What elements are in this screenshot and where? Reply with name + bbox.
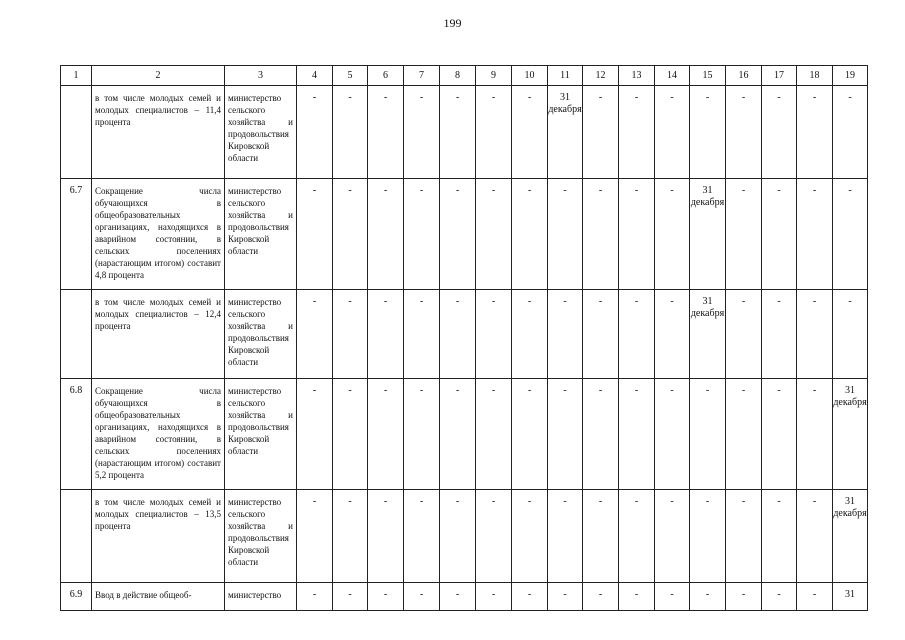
value-cell: - [404, 179, 440, 290]
value-cell: - [404, 86, 440, 179]
value-cell: - [440, 290, 476, 379]
header-row [61, 66, 868, 86]
value-cell: - [583, 379, 619, 490]
value-cell: - [655, 583, 690, 611]
value-cell: 31 декабря [833, 379, 868, 490]
value-cell: - [440, 583, 476, 611]
value-cell: - [583, 86, 619, 179]
value-cell: - [797, 179, 833, 290]
value-cell: - [333, 583, 368, 611]
indicator-text: Сокращение числа обучающихся в общеобразовательных организациях, находящихся в аварийном состоянии, в сельских поселениях (нарастающим итогом) составит 4,8 процента [92, 179, 225, 290]
value-cell: - [726, 290, 762, 379]
header-cell: 5 [333, 66, 368, 86]
value-cell: 31 декабря [548, 86, 583, 179]
table-row [61, 290, 868, 379]
value-cell: - [512, 379, 548, 490]
value-cell: - [797, 290, 833, 379]
value-cell: - [619, 379, 655, 490]
value-cell: - [548, 583, 583, 611]
value-cell: - [797, 583, 833, 611]
item-number: 6.7 [61, 179, 92, 290]
value-cell: - [726, 179, 762, 290]
executor-text: министерство [225, 583, 297, 611]
value-cell: - [690, 583, 726, 611]
header-cell: 6 [368, 66, 404, 86]
executor-text: министерство сельского хозяйства и продовольствия Кировской области [225, 86, 297, 179]
header-cell: 1 [61, 66, 92, 86]
header-cell: 3 [225, 66, 297, 86]
value-cell: - [726, 86, 762, 179]
value-cell: 31 декабря [833, 490, 868, 583]
header-cell: 12 [583, 66, 619, 86]
value-cell: - [762, 490, 797, 583]
value-cell: - [333, 179, 368, 290]
header-cell: 15 [690, 66, 726, 86]
value-cell: - [368, 583, 404, 611]
indicator-text: Ввод в действие общеоб- [92, 583, 225, 611]
value-cell: 31 декабря [690, 290, 726, 379]
executor-text: министерство сельского хозяйства и продовольствия Кировской области [225, 490, 297, 583]
value-cell: - [655, 179, 690, 290]
header-cell: 17 [762, 66, 797, 86]
value-cell: - [548, 290, 583, 379]
value-cell: - [333, 379, 368, 490]
schedule-table [60, 65, 868, 611]
indicator-text: в том числе молодых семей и молодых специалистов – 13,5 процента [92, 490, 225, 583]
value-cell: - [333, 86, 368, 179]
value-cell: - [619, 86, 655, 179]
value-cell: - [368, 490, 404, 583]
value-cell: - [297, 86, 333, 179]
value-cell: 31 [833, 583, 868, 611]
value-cell: - [476, 86, 512, 179]
value-cell: - [833, 179, 868, 290]
value-cell: - [297, 290, 333, 379]
value-cell: - [726, 379, 762, 490]
value-cell: - [655, 379, 690, 490]
value-cell: - [690, 379, 726, 490]
value-cell: - [548, 179, 583, 290]
value-cell: - [368, 379, 404, 490]
value-cell: - [512, 179, 548, 290]
value-cell: - [690, 86, 726, 179]
header-cell: 10 [512, 66, 548, 86]
header-cell: 16 [726, 66, 762, 86]
value-cell: - [762, 179, 797, 290]
indicator-text: в том числе молодых семей и молодых специалистов – 11,4 процента [92, 86, 225, 179]
value-cell: - [333, 490, 368, 583]
header-cell: 11 [548, 66, 583, 86]
header-cell: 8 [440, 66, 476, 86]
value-cell: - [297, 583, 333, 611]
value-cell: - [476, 379, 512, 490]
value-cell: - [726, 490, 762, 583]
value-cell: - [655, 290, 690, 379]
value-cell: - [512, 583, 548, 611]
item-number: 6.9 [61, 583, 92, 611]
value-cell: - [440, 179, 476, 290]
value-cell: - [797, 490, 833, 583]
header-cell: 13 [619, 66, 655, 86]
value-cell: - [762, 86, 797, 179]
value-cell: - [476, 490, 512, 583]
value-cell: - [762, 583, 797, 611]
header-cell: 9 [476, 66, 512, 86]
value-cell: - [548, 379, 583, 490]
table-row [61, 86, 868, 179]
indicator-text: в том числе молодых семей и молодых специалистов – 12,4 процента [92, 290, 225, 379]
header-cell: 4 [297, 66, 333, 86]
executor-text: министерство сельского хозяйства и продовольствия Кировской области [225, 179, 297, 290]
value-cell: - [797, 379, 833, 490]
value-cell: - [512, 86, 548, 179]
header-cell: 18 [797, 66, 833, 86]
value-cell: - [404, 583, 440, 611]
value-cell: 31 декабря [690, 179, 726, 290]
header-cell: 19 [833, 66, 868, 86]
value-cell: - [619, 490, 655, 583]
indicator-text: Сокращение числа обучающихся в общеобразовательных организациях, находящихся в аварийном состоянии, в сельских поселениях (нарастающим итогом) составит 5,2 процента [92, 379, 225, 490]
value-cell: - [512, 490, 548, 583]
header-cell: 7 [404, 66, 440, 86]
value-cell: - [297, 179, 333, 290]
executor-text: министерство сельского хозяйства и продовольствия Кировской области [225, 379, 297, 490]
item-number [61, 490, 92, 583]
header-cell: 14 [655, 66, 690, 86]
value-cell: - [619, 290, 655, 379]
value-cell: - [797, 86, 833, 179]
header-cell: 2 [92, 66, 225, 86]
value-cell: - [833, 86, 868, 179]
executor-text: министерство сельского хозяйства и продовольствия Кировской области [225, 290, 297, 379]
value-cell: - [476, 290, 512, 379]
item-number [61, 290, 92, 379]
value-cell: - [404, 379, 440, 490]
value-cell: - [404, 290, 440, 379]
value-cell: - [762, 379, 797, 490]
value-cell: - [368, 86, 404, 179]
value-cell: - [333, 290, 368, 379]
value-cell: - [583, 490, 619, 583]
value-cell: - [619, 179, 655, 290]
value-cell: - [476, 179, 512, 290]
value-cell: - [440, 490, 476, 583]
value-cell: - [440, 379, 476, 490]
value-cell: - [548, 490, 583, 583]
value-cell: - [655, 490, 690, 583]
value-cell: - [440, 86, 476, 179]
value-cell: - [690, 490, 726, 583]
value-cell: - [297, 490, 333, 583]
value-cell: - [512, 290, 548, 379]
table-row [61, 490, 868, 583]
value-cell: - [583, 179, 619, 290]
table-row [61, 379, 868, 490]
value-cell: - [726, 583, 762, 611]
value-cell: - [368, 179, 404, 290]
value-cell: - [476, 583, 512, 611]
page-number: 199 [443, 16, 462, 30]
value-cell: - [368, 290, 404, 379]
value-cell: - [655, 86, 690, 179]
value-cell: - [583, 583, 619, 611]
value-cell: - [833, 290, 868, 379]
item-number [61, 86, 92, 179]
value-cell: - [583, 290, 619, 379]
value-cell: - [297, 379, 333, 490]
table-row [61, 583, 868, 611]
item-number: 6.8 [61, 379, 92, 490]
table-row [61, 179, 868, 290]
value-cell: - [619, 583, 655, 611]
value-cell: - [404, 490, 440, 583]
value-cell: - [762, 290, 797, 379]
